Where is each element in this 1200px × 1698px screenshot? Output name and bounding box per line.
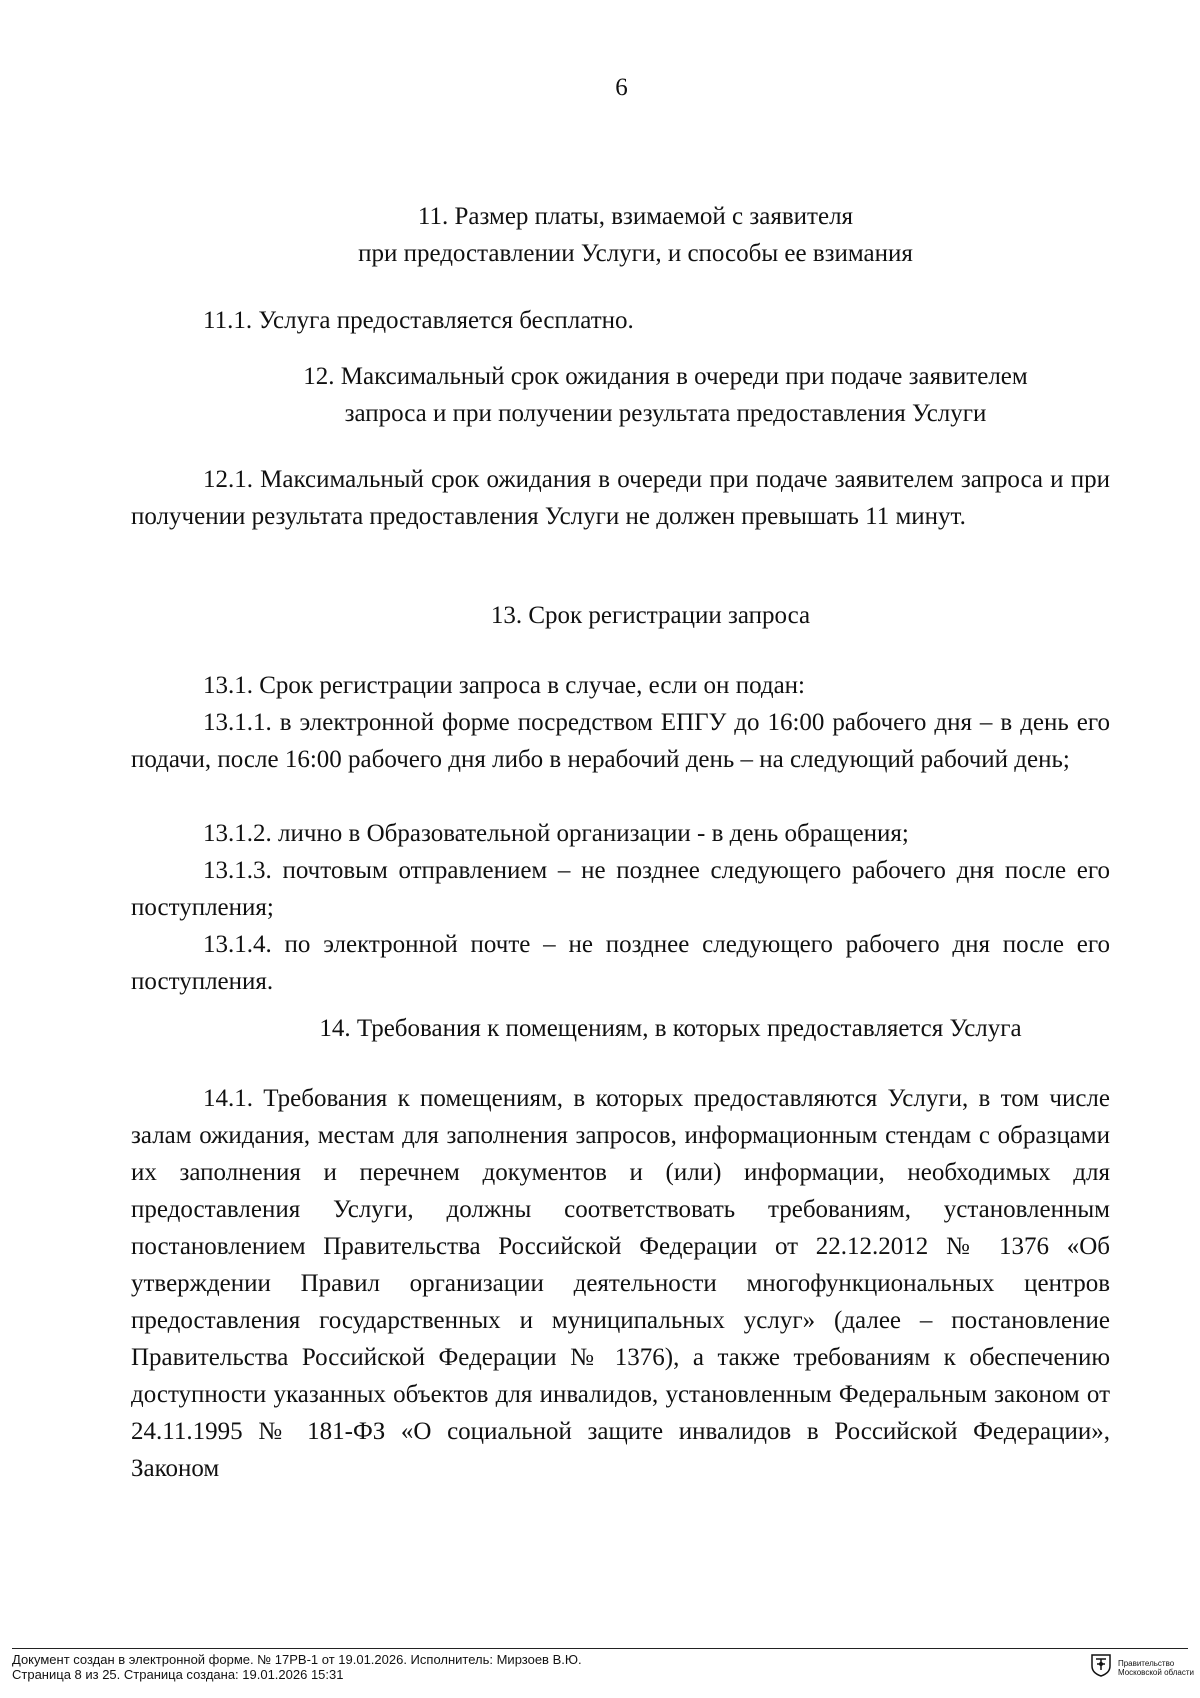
paragraph-12-1: 12.1. Максимальный срок ожидания в очереди при подаче заявителем запроса и при получении результата предоставления Услуги не должен превышать 11 минут. [131, 466, 1110, 530]
paragraph-13-1: 13.1. Срок регистрации запроса в случае, если он подан: [203, 672, 805, 699]
footer-logo-line2: Московской области [1117, 1667, 1194, 1677]
footer-logo [1090, 1653, 1194, 1682]
footer-page-info: Страница 8 из 25. Страница создана: 19.01.2026 15:31 [12, 1667, 344, 1682]
coat-of-arms-icon [1090, 1653, 1112, 1682]
section-11-heading-line2: при предоставлении Услуги, и способы ее взимания [358, 240, 913, 267]
paragraph-13-1-4: 13.1.4. по электронной почте – не позднее следующего рабочего дня после его поступления. [131, 931, 1110, 995]
paragraph-13-1-1: 13.1.1. в электронной форме посредством ЕПГУ до 16:00 рабочего дня – в день его подачи, после 16:00 рабочего дня либо в нерабочий день – на следующий рабочий день; [131, 709, 1110, 773]
page-number: 6 [615, 74, 628, 101]
footer [12, 1648, 1188, 1682]
footer-logo-text [1118, 1659, 1194, 1677]
paragraph-11-1: 11.1. Услуга предоставляется бесплатно. [203, 307, 634, 334]
paragraph-13-1-3: 13.1.3. почтовым отправлением – не позднее следующего рабочего дня после его поступления; [131, 857, 1110, 921]
section-12-heading-line2: запроса и при получении результата предоставления Услуги [344, 400, 987, 427]
section-14-heading: 14. Требования к помещениям, в которых предоставляется Услуга [319, 1015, 1022, 1042]
section-11-heading-line1: 11. Размер платы, взимаемой с заявителя [417, 203, 854, 230]
section-12-heading [131, 358, 1110, 432]
footer-document-info: Документ создан в электронной форме. № 17РВ-1 от 19.01.2026. Исполнитель: Мирзоев В.Ю. [12, 1652, 582, 1667]
paragraph-14-1: 14.1. Требования к помещениям, в которых предоставляются Услуги, в том числе залам ожидания, местам для заполнения запросов, информационным стендам с образцами их заполнения и перечнем документов и (или) информации, необходимых для предоставления Услуги, должны соответствовать требованиям, установленным постановлением Правительства Российской Федерации от 22.12.2012 № 1376 «Об утверждении Правил организации деятельности многофункциональных центров предоставления государственных и муниципальных услуг» (далее – постановление Правительства Российской Федерации № 1376), а также требованиям к обеспечению доступности указанных объектов для инвалидов, установленным Федеральным законом от 24.11.1995 № 181-ФЗ «О социальной защите инвалидов в Российской Федерации», Законом [131, 1085, 1110, 1482]
footer-logo-line1: Правительство [1117, 1658, 1175, 1668]
section-11-heading [131, 198, 1110, 272]
section-12-heading-line1: 12. Максимальный срок ожидания в очереди при подаче заявителем [303, 363, 1028, 390]
paragraph-13-1-2: 13.1.2. лично в Образовательной организации - в день обращения; [203, 820, 909, 847]
section-13-heading: 13. Срок регистрации запроса [490, 602, 811, 629]
